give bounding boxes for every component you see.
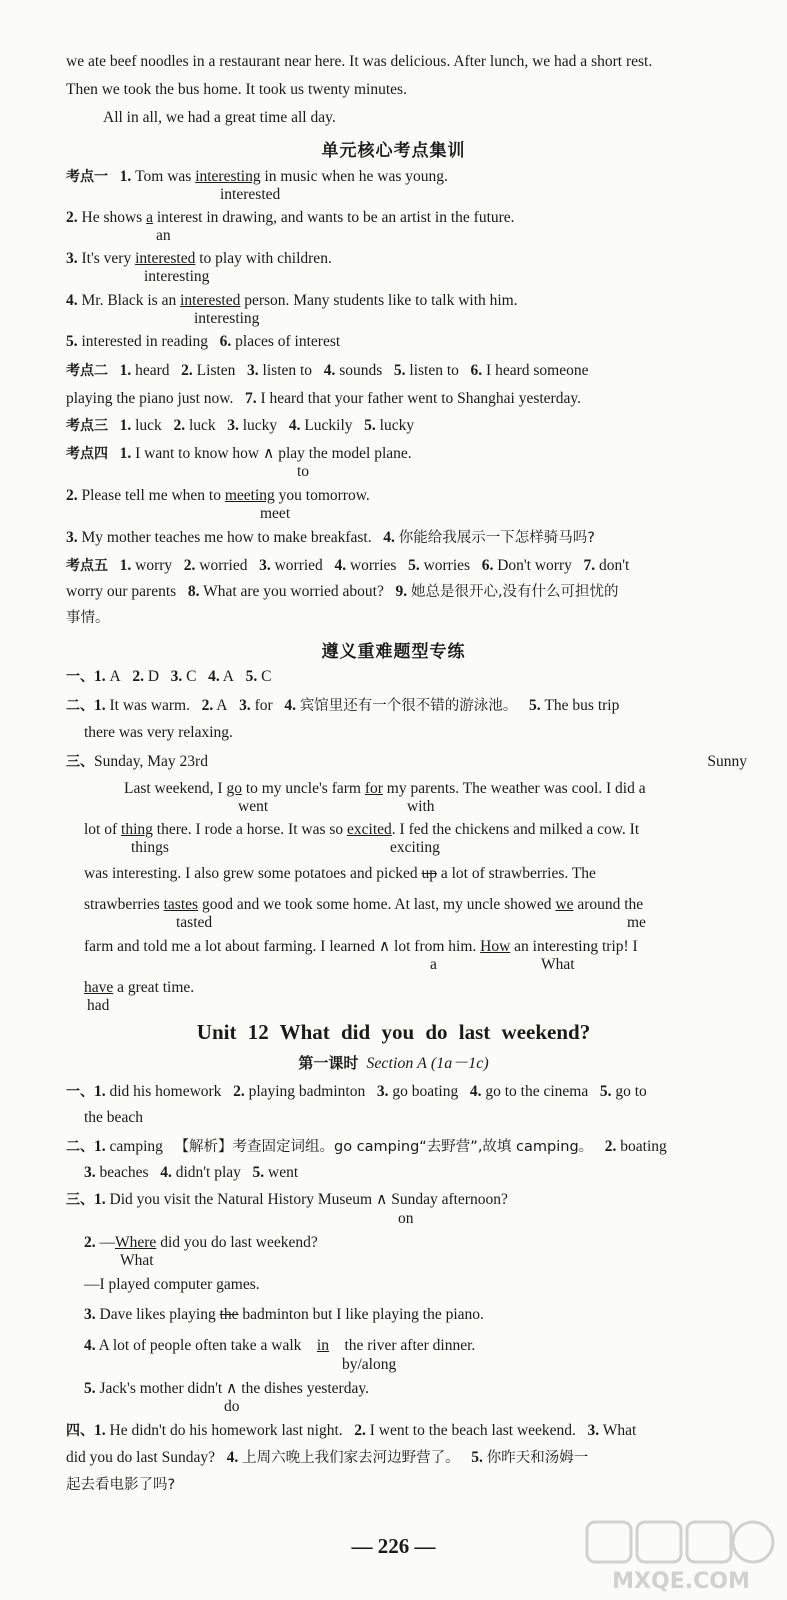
unit-q4-correction: by/along: [342, 1356, 397, 1373]
unit-part-1-cont: the beach: [84, 1109, 143, 1126]
lesson-title: 第一课时 Section A (1a－1c): [298, 1054, 489, 1072]
page-number: — 226 —: [351, 1534, 436, 1558]
unit-part-3-q5: 5. Jack's mother didn't ∧ the dishes yesterday.: [84, 1380, 369, 1397]
k5-line-3: 事情。: [66, 610, 110, 626]
k5-line-1: 考点五 1. worry 2. worried 3. worried 4. worries 5. worries 6. Don't worry 7. don't: [66, 557, 630, 574]
watermark-text: MXQE.COM: [612, 1569, 750, 1594]
k4-q1: 考点四 1. I want to know how ∧ play the model plane.: [66, 445, 412, 462]
k4-q2: 2. Please tell me when to meeting you tomorrow.: [66, 487, 370, 504]
k1-q3: 3. It's very interested to play with children.: [66, 250, 332, 267]
zunyi-part-3-header: 三、Sunday, May 23rd: [66, 753, 208, 770]
k4-q1-correction: to: [297, 463, 310, 480]
unit-part-2: 二、1. camping 【解析】考查固定词组。go camping“去野营”,故填 camping。 2. boating: [66, 1138, 667, 1155]
watermark-logo-icon: [581, 1520, 781, 1594]
k1-q1: 考点一 1. Tom was interesting in music when he was young.: [66, 168, 448, 185]
k1-q1-correction: interested: [220, 186, 281, 203]
section-title-zunyi: 遵义重难题型专练: [321, 642, 466, 662]
unit-title: Unit 12 What did you do last weekend?: [196, 1020, 591, 1044]
error-word: interesting: [195, 168, 261, 185]
unit-q2-reply: —I played computer games.: [84, 1276, 260, 1293]
deleted-word: up: [421, 865, 437, 882]
section-title-core: 单元核心考点集训: [321, 141, 466, 161]
k1-q5-q6: 5. interested in reading 6. places of interest: [66, 333, 341, 350]
k1-q3-correction: interesting: [144, 268, 210, 285]
unit-q2-correction: What: [120, 1252, 154, 1269]
k2-line-2: playing the piano just now. 7. I heard that your father went to Shanghai yesterday.: [66, 390, 581, 407]
diary-fix-with: with: [407, 798, 435, 815]
diary-fix-a: a: [430, 956, 437, 973]
unit-part-4: 四、1. He didn't do his homework last night. 2. I went to the beach last weekend. 3. What: [66, 1422, 637, 1439]
diary-line-2: lot of thing there. I rode a horse. It was so excited. I fed the chickens and milked a cow. It: [84, 821, 640, 838]
diary-fix-had: had: [87, 997, 110, 1014]
diary-line-4: strawberries tastes good and we took some home. At last, my uncle showed we around the: [84, 896, 644, 913]
deleted-word: the: [219, 1306, 239, 1323]
zunyi-part-2: 二、1. It was warm. 2. A 3. for 4. 宾馆里还有一个很不错的游泳池。 5. The bus trip: [66, 697, 620, 714]
k1-q2-correction: an: [156, 227, 171, 244]
zunyi-part-1: 一、1. A 2. D 3. C 4. A 5. C: [66, 668, 272, 685]
unit-part-1: 一、1. did his homework 2. playing badminton 3. go boating 4. go to the cinema 5. go to: [66, 1083, 647, 1100]
diary-line-3: was interesting. I also grew some potatoes and picked up a lot of strawberries. The: [84, 865, 596, 882]
k1-q2: 2. He shows a interest in drawing, and wants to be an artist in the future.: [66, 209, 515, 226]
k4-q2-correction: meet: [260, 505, 291, 522]
diary-weather: Sunny: [707, 753, 747, 770]
diary-fix-went: went: [238, 798, 269, 815]
unit-part-3-q3: 3. Dave likes playing the badminton but I like playing the piano.: [84, 1306, 484, 1323]
unit-q1-correction: on: [398, 1210, 414, 1227]
diary-fix-what: What: [541, 956, 575, 973]
k1-q4-correction: interesting: [194, 310, 260, 327]
unit-q5-correction: do: [224, 1398, 240, 1415]
k3-line: 考点三 1. luck 2. luck 3. lucky 4. Luckily 5. lucky: [66, 417, 415, 434]
intro-line-1: we ate beef noodles in a restaurant near here. It was delicious. After lunch, we had a short rest.: [66, 53, 653, 70]
unit-part-2-cont: 3. beaches 4. didn't play 5. went: [84, 1164, 299, 1181]
k2-line-1: 考点二 1. heard 2. Listen 3. listen to 4. sounds 5. listen to 6. I heard someone: [66, 362, 589, 379]
diary-line-6: have a great time.: [84, 979, 195, 996]
diary-line-1: Last weekend, I go to my uncle's farm for my parents. The weather was cool. I did a: [124, 780, 646, 797]
unit-part-4-cont: did you do last Sunday? 4. 上周六晚上我们家去河边野营了。 5. 你昨天和汤姆一: [66, 1449, 589, 1466]
unit-part-3-q1: 三、1. Did you visit the Natural History Museum ∧ Sunday afternoon?: [66, 1191, 508, 1208]
unit-part-3-q4: 4. A lot of people often take a walk in the river after dinner.: [84, 1337, 476, 1354]
unit-part-4-cont-2: 起去看电影了吗?: [66, 1477, 176, 1493]
unit-part-3-q2: 2. —Where did you do last weekend?: [84, 1234, 318, 1251]
intro-line-2: Then we took the bus home. It took us twenty minutes.: [66, 81, 407, 98]
intro-line-3: All in all, we had a great time all day.: [103, 109, 336, 126]
k5-line-2: worry our parents 8. What are you worried about? 9. 她总是很开心,没有什么可担忧的: [66, 583, 619, 600]
zunyi-part-2-cont: there was very relaxing.: [84, 724, 233, 741]
diary-fix-things: things: [131, 839, 169, 856]
diary-fix-tasted: tasted: [176, 914, 213, 931]
k4-q3-q4: 3. My mother teaches me how to make breakfast. 4. 你能给我展示一下怎样骑马吗?: [66, 529, 595, 546]
k1-q4: 4. Mr. Black is an interested person. Many students like to talk with him.: [66, 292, 518, 309]
diary-fix-exciting: exciting: [390, 839, 440, 856]
diary-fix-me: me: [627, 914, 646, 931]
diary-line-5: farm and told me a lot about farming. I learned ∧ lot from him. How an interesting trip! I: [84, 938, 638, 955]
